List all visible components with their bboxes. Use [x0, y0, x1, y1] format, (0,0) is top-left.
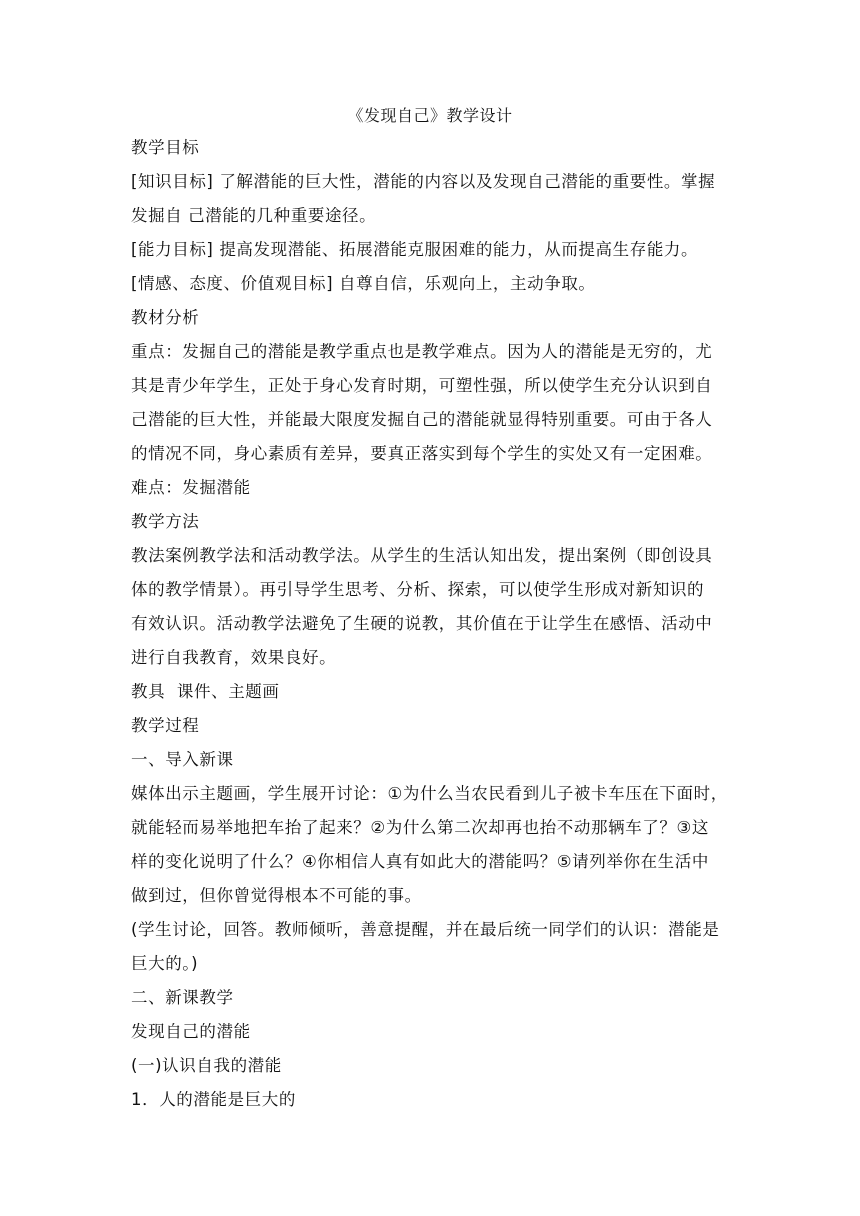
paragraph-line: 教法案例教学法和活动教学法。从学生的生活认知出发，提出案例（即创设具 [131, 546, 713, 565]
paragraph-line: 有效认识。活动教学法避免了生硬的说教，其价值在于让学生在感悟、活动中 [131, 614, 713, 633]
heading-textbook-analysis: 教材分析 [131, 308, 200, 327]
paragraph-line: 己潜能的巨大性，并能最大限度发掘自己的潜能就显得特别重要。可由于各人 [131, 410, 713, 429]
document-title: 《发现自己》教学设计 [347, 106, 513, 125]
list-item-potential-is-huge: 1．人的潜能是巨大的 [131, 1090, 296, 1109]
paragraph-line: 重点：发掘自己的潜能是教学重点也是教学难点。因为人的潜能是无穷的，尤 [131, 342, 713, 361]
paragraph-line: [情感、态度、价值观目标] 自尊自信，乐观向上，主动争取。 [131, 274, 596, 293]
paragraph-line: 样的变化说明了什么？④你相信人真有如此大的潜能吗？⑤请列举你在生活中 [131, 852, 709, 871]
paragraph-line: 做到过，但你曾觉得根本不可能的事。 [131, 886, 422, 905]
paragraph-line: 进行自我教育，效果良好。 [131, 648, 337, 667]
heading-teaching-methods: 教学方法 [131, 512, 200, 531]
paragraph-line: 发掘自 己潜能的几种重要途径。 [131, 206, 377, 225]
paragraph-line: 难点：发掘潜能 [131, 478, 251, 497]
paragraph-line: 媒体出示主题画，学生展开讨论：①为什么当农民看到儿子被卡车压在下面时， [131, 784, 728, 803]
subheading-discover-potential: 发现自己的潜能 [131, 1022, 251, 1041]
paragraph-line: [能力目标] 提高发现潜能、拓展潜能克服困难的能力，从而提高生存能力。 [131, 240, 699, 259]
heading-section-two: 二、新课教学 [131, 988, 234, 1007]
paragraph-line: 的情况不同，身心素质有差异，要真正落实到每个学生的实处又有一定困难。 [131, 444, 713, 463]
paragraph-line: (学生讨论，回答。教师倾听，善意提醒，并在最后统一同学们的认识：潜能是 [131, 920, 720, 939]
heading-section-one: 一、导入新课 [131, 750, 234, 769]
heading-teaching-process: 教学过程 [131, 716, 200, 735]
paragraph-line: [知识目标] 了解潜能的巨大性，潜能的内容以及发现自己潜能的重要性。掌握 [131, 172, 716, 191]
heading-teaching-goals: 教学目标 [131, 138, 200, 157]
paragraph-line: 其是青少年学生，正处于身心发育时期，可塑性强，所以使学生充分认识到自 [131, 376, 713, 395]
subheading-recognize-potential: (一)认识自我的潜能 [131, 1056, 282, 1075]
paragraph-line: 教具 课件、主题画 [131, 682, 280, 701]
paragraph-line: 就能轻而易举地把车抬了起来？②为什么第二次却再也抬不动那辆车了？③这 [131, 818, 709, 837]
paragraph-line: 体的教学情景）。再引导学生思考、分析、探索，可以使学生形成对新知识的 [131, 580, 705, 599]
paragraph-line: 巨大的。) [131, 954, 199, 973]
